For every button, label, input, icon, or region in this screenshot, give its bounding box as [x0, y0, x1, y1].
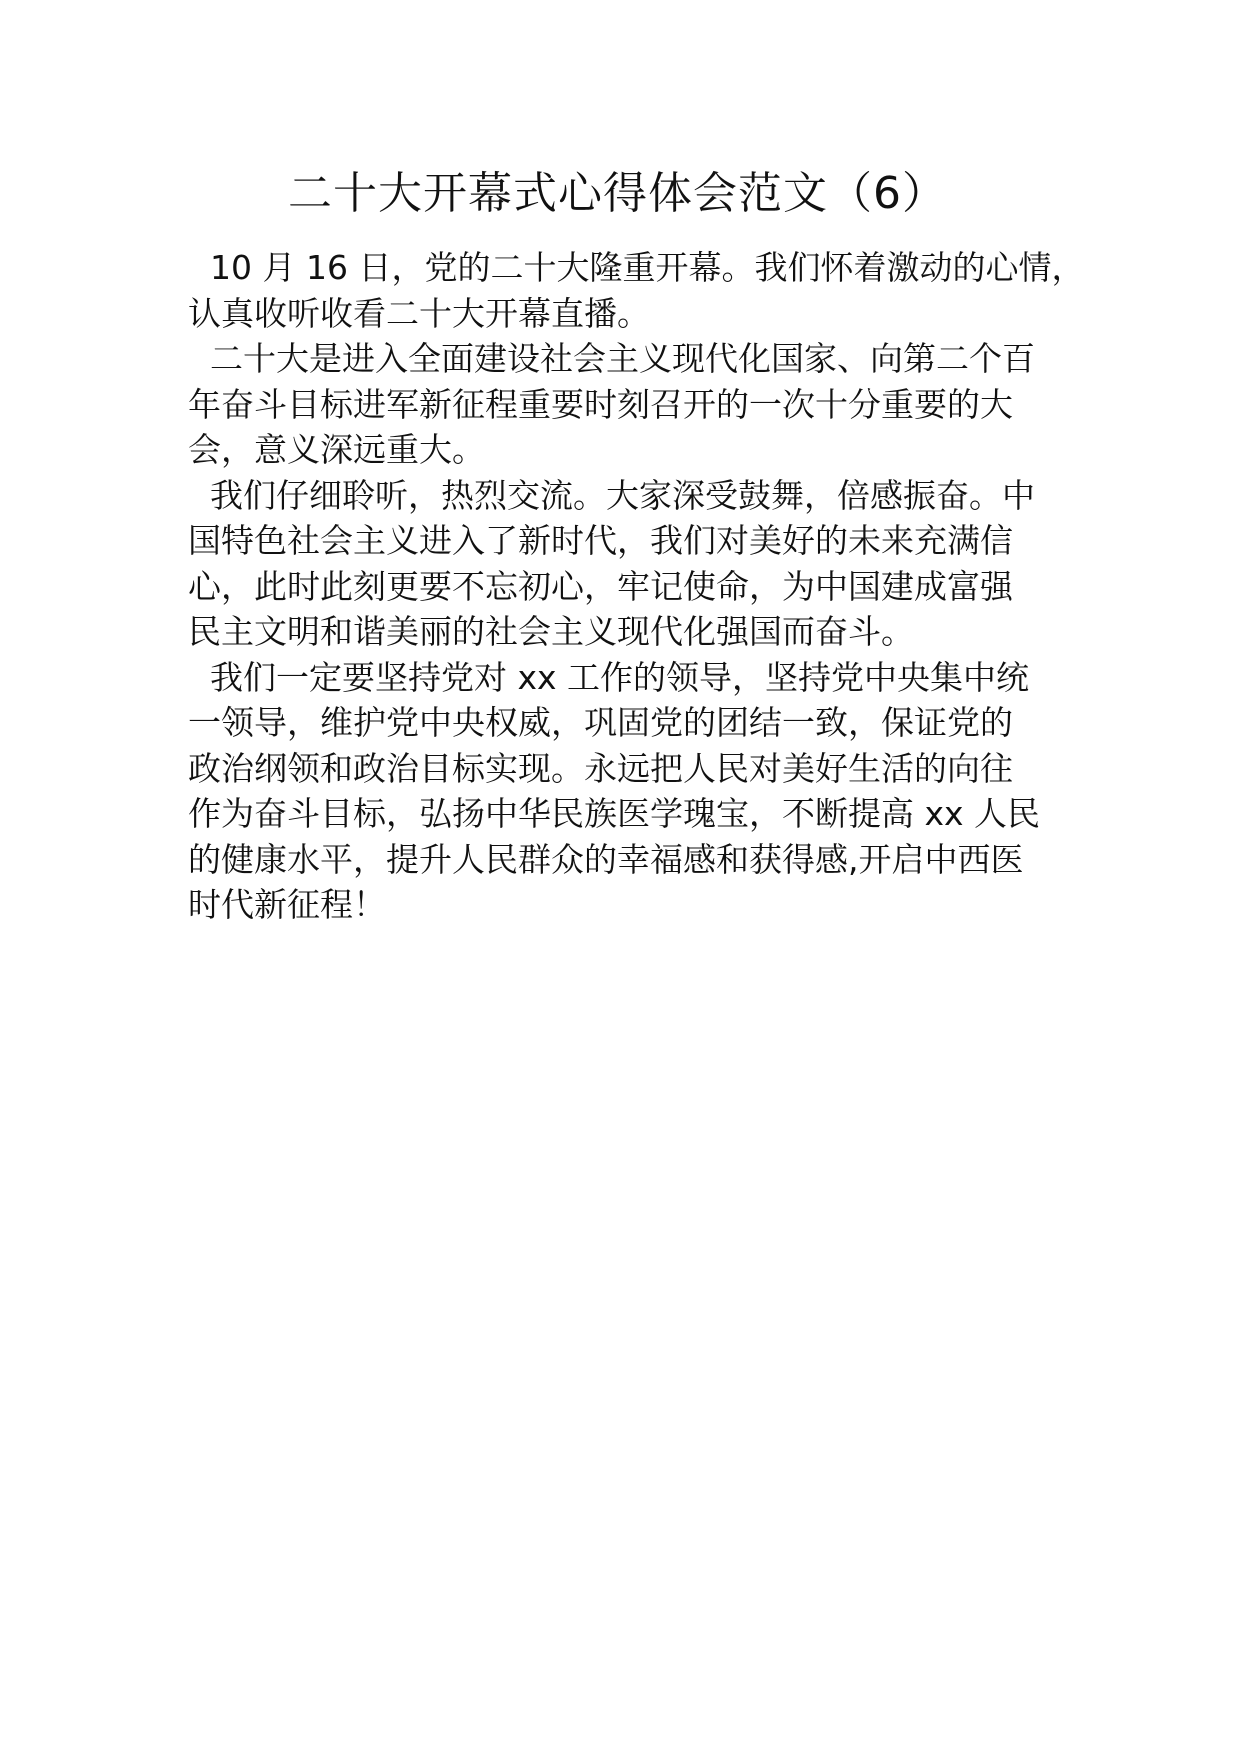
paragraph-3: [188, 473, 1088, 655]
document-title: 二十大开幕式心得体会范文（6）: [288, 168, 947, 219]
paragraph-line: 二十大是进入全面建设社会主义现代化国家、向第二个百: [210, 339, 1035, 378]
paragraph-line: 认真收听收看二十大开幕直播。: [188, 293, 650, 333]
paragraph-line: 作为奋斗目标，弘扬中华民族医学瑰宝，不断提高 xx 人民: [188, 794, 1041, 833]
paragraph-4: [188, 655, 1088, 928]
paragraph-line: 政治纲领和政治目标实现。永远把人民对美好生活的向往: [188, 748, 1013, 788]
paragraph-line: 民主文明和谐美丽的社会主义现代化强国而奋斗。: [188, 612, 914, 651]
paragraph-line: 国特色社会主义进入了新时代，我们对美好的未来充满信: [188, 521, 1013, 560]
paragraph-line: 会，意义深远重大。: [188, 430, 485, 469]
paragraph-line: 的健康水平，提升人民群众的幸福感和获得感,开启中西医: [188, 839, 1024, 879]
paragraph-line: 心，此时此刻更要不忘初心，牢记使命，为中国建成富强: [188, 566, 1013, 606]
paragraph-1: [188, 245, 1088, 336]
paragraph-line: 我们仔细聆听，热烈交流。大家深受鼓舞，倍感振奋。中: [210, 475, 1035, 515]
paragraph-line: 年奋斗目标进军新征程重要时刻召开的一次十分重要的大: [188, 384, 1013, 424]
paragraph-line: 时代新征程！: [188, 885, 386, 924]
document-body: [188, 245, 1088, 928]
paragraph-line: 10 月 16 日，党的二十大隆重开幕。我们怀着激动的心情，: [210, 248, 1085, 287]
paragraph-line: 一领导，维护党中央权威，巩固党的团结一致，保证党的: [188, 703, 1013, 742]
paragraph-line: 我们一定要坚持党对 xx 工作的领导，坚持党中央集中统: [210, 657, 1030, 697]
paragraph-2: [188, 336, 1088, 473]
